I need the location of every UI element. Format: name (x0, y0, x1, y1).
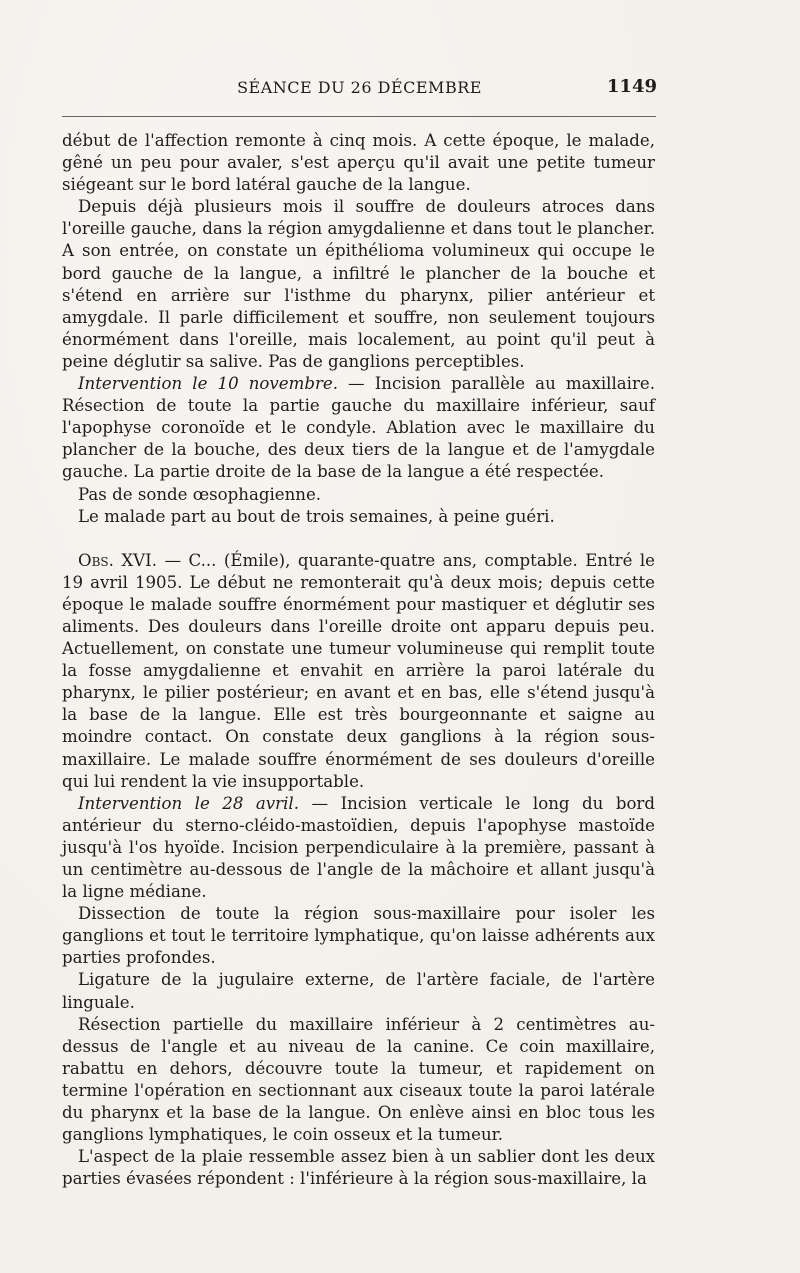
paragraph: Pas de sonde œsophagienne. (78, 484, 322, 504)
paragraph: début de l'affection remonte à cinq mois. A cette époque, le malade, gêné un peu pour avaler, s'est aperçu qu'il avait une petite tumeur siégeant sur le bord latéral gauche de la langue. (62, 131, 655, 195)
paragraph-text: — C... (Émile), quarante-quatre ans, comptable. Entré le 19 avril 1905. Le début ne remonterait qu'à deux mois; depuis cette époque le malade souffre énormément pour mastiquer et déglutir ses aliments. Des douleurs dans l'oreille droite ont apparu depuis peu. Actuellement, on constate une tumeur volumineuse qui remplit toute la fosse amygdalienne et envahit en arrière la paroi latérale du pharynx, le pilier postérieur; en avant et en bas, elle s'étend jusqu'à la base de la langue. Elle est très bourgeonnante et saigne au moindre contact. On constate deux ganglions à la région sous-maxillaire. Le malade souffre énormément de ses douleurs d'oreille qui lui rendent la vie insupportable. (62, 550, 655, 791)
paragraph (62, 373, 655, 483)
paragraph: Ligature de la jugulaire externe, de l'artère faciale, de l'artère linguale. (62, 970, 655, 1012)
paragraph: Résection partielle du maxillaire inférieur à 2 centimètres au-dessus de l'angle et au niveau de la canine. Ce coin maxillaire, rabattu en dehors, découvre toute la tumeur, et rapidement on termine l'opération en sectionnant aux ciseaux toute la paroi latérale du pharynx et la base de la langue. On enlève ainsi en bloc tous les ganglions lymphatiques, le coin osseux et la tumeur. (62, 1014, 655, 1145)
paragraph: Dissection de toute la région sous-maxillaire pour isoler les ganglions et tout le territoire lymphatique, qu'on laisse adhérents aux parties profondes. (62, 904, 655, 968)
running-header (62, 76, 657, 102)
page-number: 1149 (606, 76, 657, 97)
paragraph: Depuis déjà plusieurs mois il souffre de douleurs atroces dans l'oreille gauche, dans la région amygdalienne et dans tout le plancher. A son entrée, on constate un épithélioma volumineux qui occupe le bord gauche de la langue, a infiltré le plancher de la bouche et s'étend en arrière sur l'isthme du pharynx, pilier antérieur et amygdale. Il parle difficilement et souffre, non seulement toujours énormément dans l'oreille, mais localement, au point qu'il peut à peine déglutir sa salive. Pas de ganglions perceptibles. (62, 197, 655, 371)
paragraph-text: — Incision parallèle au maxillaire. Résection de toute la partie gauche du maxillaire inférieur, sauf l'apophyse coronoïde et le condyle. Ablation avec le maxillaire du plancher de la bouche, des deux tiers de la langue et de l'amygdale gauche. La partie droite de la base de la langue a été respectée. (62, 374, 655, 482)
body-text (62, 130, 655, 1190)
paragraph-lead: Intervention le 10 novembre. (78, 374, 338, 394)
header-rule (62, 116, 656, 117)
paragraph (62, 550, 655, 793)
paragraph-text: — Incision verticale le long du bord antérieur du sterno-cléido-mastoïdien, depuis l'apophyse mastoïde jusqu'à l'os hyoïde. Incision perpendiculaire à la première, passant à un centimètre au-dessous de l'angle de la mâchoire et allant jusqu'à la ligne médiane. (62, 793, 655, 902)
paragraph: L'aspect de la plaie ressemble assez bien à un sablier dont les deux parties évasées répondent : l'inférieure à la région sous-maxillaire, la (62, 1147, 655, 1189)
observation-label: Obs. XVI. (78, 550, 157, 570)
paragraph: Le malade part au bout de trois semaines, à peine guéri. (78, 506, 555, 526)
running-title: SÉANCE DU 26 DÉCEMBRE (237, 78, 482, 97)
paragraph-lead: Intervention le 28 avril. (78, 793, 299, 813)
paragraph (62, 793, 655, 903)
